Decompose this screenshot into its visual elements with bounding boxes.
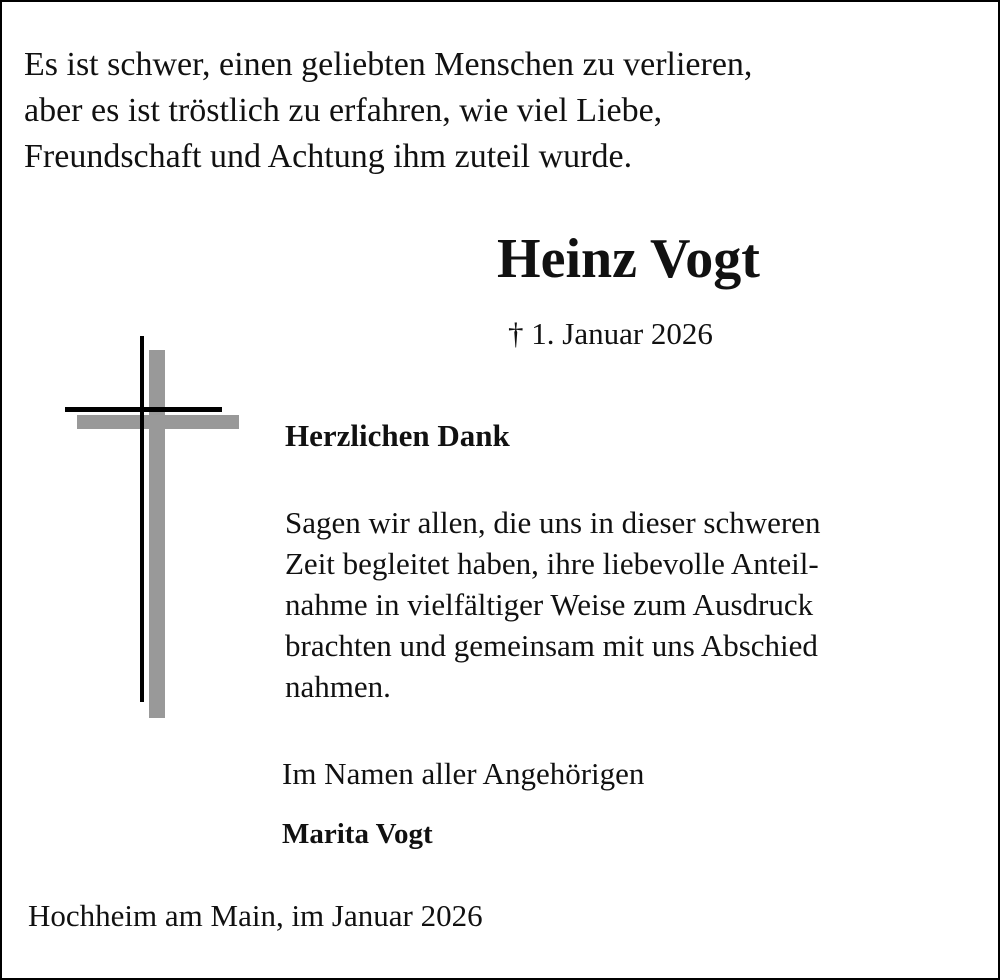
thanks-heading: Herzlichen Dank [285, 418, 510, 453]
body-line-1: Sagen wir allen, die uns in dieser schweren [285, 505, 821, 540]
quote-line-2: aber es ist tröstlich zu erfahren, wie viel Liebe, [24, 92, 663, 129]
signature-intro: Im Namen aller Angehörigen [282, 756, 645, 791]
body-line-5: nahmen. [285, 669, 391, 704]
body-line-3: nahme in vielfältiger Weise zum Ausdruck [285, 587, 814, 622]
signer-name: Marita Vogt [282, 818, 433, 850]
body-line-4: brachten und gemeinsam mit uns Abschied [285, 628, 818, 663]
quote-line-3: Freundschaft und Achtung ihm zuteil wurde. [24, 138, 633, 175]
cross-icon [62, 332, 242, 722]
quote-line-1: Es ist schwer, einen geliebten Menschen zu verlieren, [24, 46, 753, 83]
place-date: Hochheim am Main, im Januar 2026 [28, 898, 483, 933]
death-date: † 1. Januar 2026 [508, 316, 713, 351]
deceased-name: Heinz Vogt [497, 228, 760, 290]
body-line-2: Zeit begleitet haben, ihre liebevolle Anteil- [285, 546, 819, 581]
